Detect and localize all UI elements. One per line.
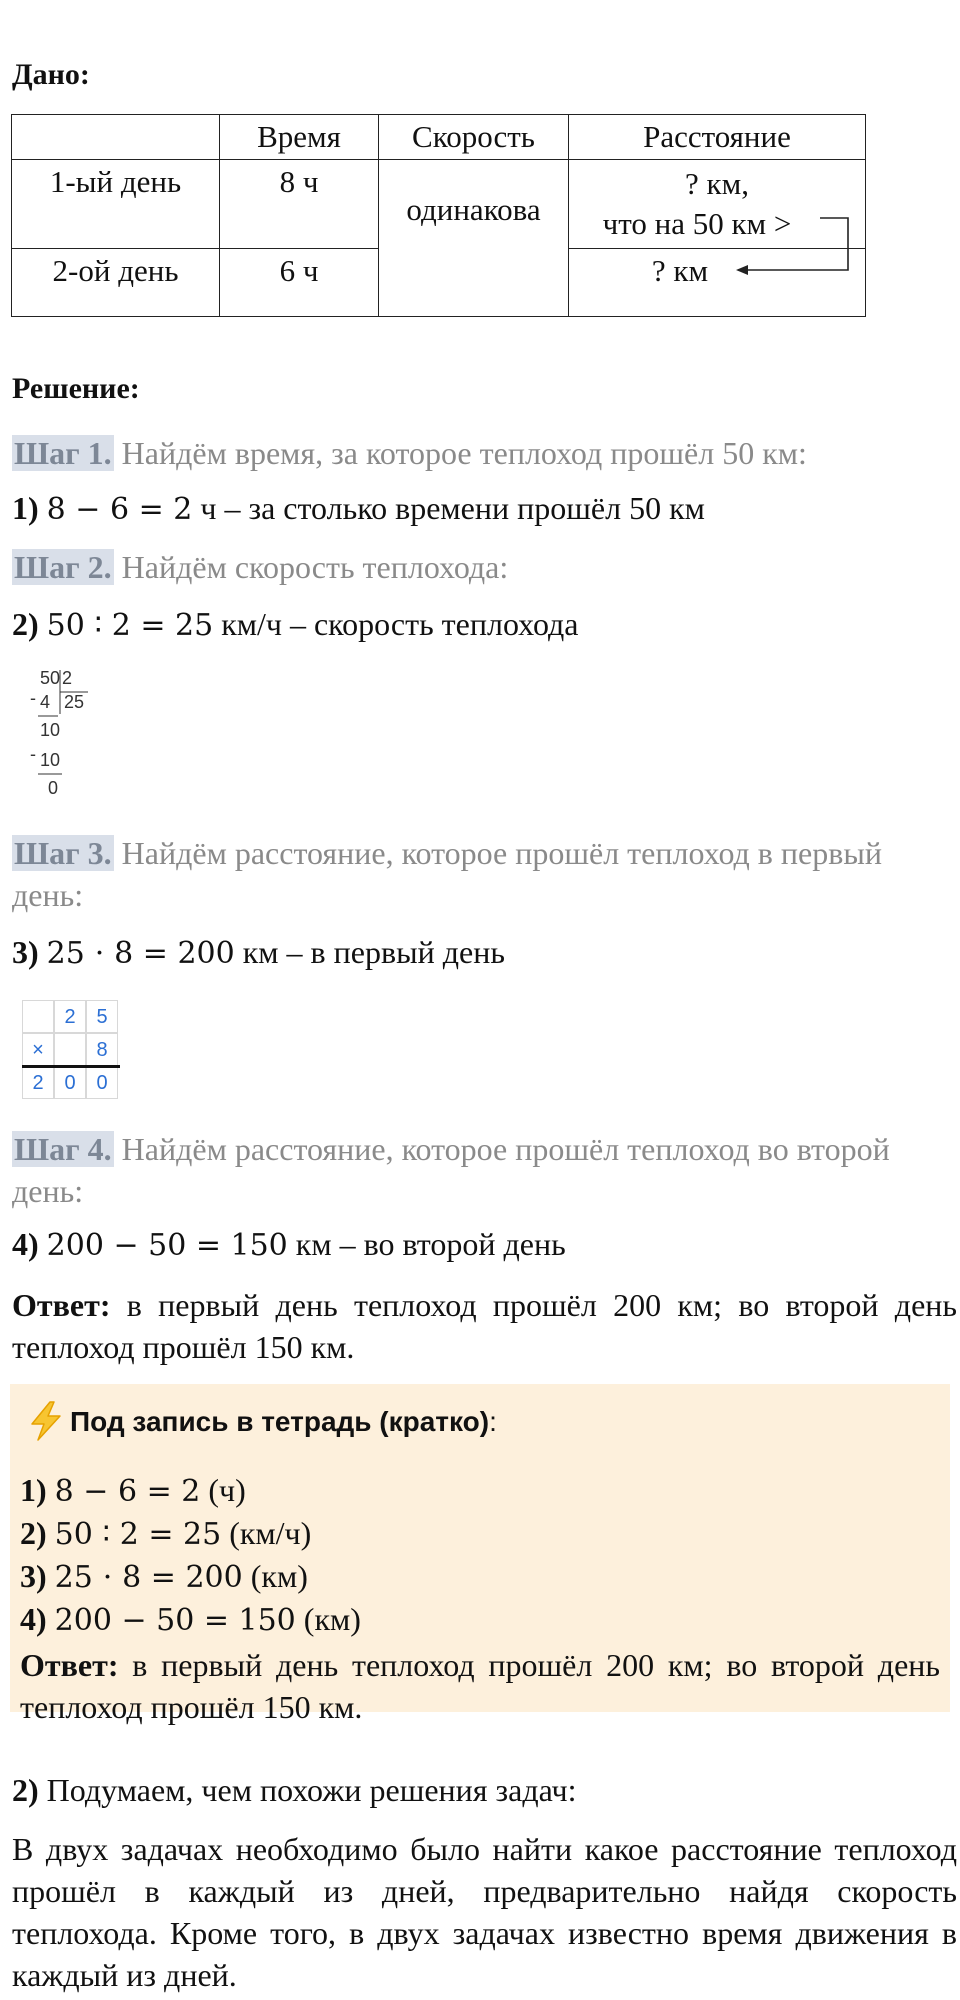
header-distance: Расстояние bbox=[569, 115, 866, 160]
notebook-line-1-unit: (ч) bbox=[200, 1472, 246, 1508]
solution-answer-text: в первый день теплоход прошёл 200 км; во второй день теплоход прошёл 150 км. bbox=[12, 1287, 957, 1365]
action-2-expr: 50 ∶ 2 = 25 bbox=[46, 608, 214, 643]
action-3-rest: км – в первый день bbox=[234, 934, 505, 970]
header-speed: Скорость bbox=[379, 115, 569, 160]
step-4-label: Шаг 4. bbox=[14, 1131, 112, 1167]
notebook-line-2 bbox=[20, 1515, 311, 1552]
row2-distance: ? км bbox=[569, 249, 866, 317]
ldiv-sub1: 4 bbox=[40, 692, 51, 712]
solution-title: Решение: bbox=[12, 372, 140, 405]
step-3 bbox=[12, 832, 957, 916]
row1-distance-line2: что на 50 км > bbox=[602, 206, 792, 241]
ldiv-rem1: 10 bbox=[40, 720, 61, 740]
ldiv-quotient: 25 bbox=[64, 692, 85, 712]
action-4-num: 4) bbox=[12, 1226, 39, 1262]
part2-intro bbox=[12, 1772, 577, 1809]
row1-day: 1-ый день bbox=[12, 160, 220, 249]
action-3 bbox=[12, 934, 505, 971]
action-1-num: 1) bbox=[12, 490, 39, 526]
notebook-line-4-num: 4) bbox=[20, 1601, 47, 1637]
lightning-icon bbox=[26, 1400, 66, 1442]
action-1-rest: ч – за столько времени прошёл 50 км bbox=[192, 490, 705, 526]
row1-distance bbox=[569, 160, 866, 249]
notebook-line-4-expr: 200 − 50 = 150 bbox=[54, 1603, 296, 1638]
header-time: Время bbox=[220, 115, 379, 160]
step-2-text: Найдём скорость теплохода: bbox=[121, 549, 509, 585]
ldiv-lines bbox=[32, 668, 102, 818]
ldiv-dividend: 50 bbox=[40, 668, 61, 688]
step-3-label: Шаг 3. bbox=[14, 835, 112, 871]
header-empty bbox=[12, 115, 220, 160]
mgrid-a-0: 2 bbox=[54, 1000, 86, 1033]
notebook-line-3-num: 3) bbox=[20, 1558, 47, 1594]
mgrid-sign: × bbox=[22, 1033, 54, 1066]
row1-time: 8 ч bbox=[220, 160, 379, 249]
notebook-line-1 bbox=[20, 1472, 246, 1509]
row2-time: 6 ч bbox=[220, 249, 379, 317]
step-1-label: Шаг 1. bbox=[14, 435, 112, 471]
notebook-line-3 bbox=[20, 1558, 308, 1595]
mgrid-result-0: 2 bbox=[22, 1066, 54, 1099]
notebook-answer-text: в первый день теплоход прошёл 200 км; во второй день теплоход прошёл 150 км. bbox=[20, 1647, 940, 1725]
action-4-rest: км – во второй день bbox=[287, 1226, 566, 1262]
notebook-title-colon: : bbox=[489, 1406, 497, 1437]
action-3-expr: 25 ⋅ 8 = 200 bbox=[46, 936, 235, 971]
given-table bbox=[11, 114, 866, 317]
part2-intro-text: Подумаем, чем похожи решения задач: bbox=[38, 1772, 577, 1808]
action-4-expr: 200 − 50 = 150 bbox=[46, 1228, 288, 1263]
action-1-expr: 8 − 6 = 2 bbox=[46, 492, 193, 527]
step-2 bbox=[12, 546, 508, 588]
notebook-box bbox=[10, 1384, 950, 1725]
speed-cell: одинакова bbox=[379, 160, 569, 317]
row1-distance-line1: ? км, bbox=[685, 166, 749, 201]
mgrid-b-0: 8 bbox=[86, 1033, 118, 1066]
notebook-line-2-expr: 50 ∶ 2 = 25 bbox=[54, 1517, 222, 1552]
step-4 bbox=[12, 1128, 957, 1212]
notebook-line-2-num: 2) bbox=[20, 1515, 47, 1551]
mgrid-result-1: 0 bbox=[54, 1066, 86, 1099]
long-division bbox=[32, 668, 102, 818]
action-3-num: 3) bbox=[12, 934, 39, 970]
mgrid-spacer bbox=[22, 1000, 118, 1099]
notebook-answer bbox=[20, 1644, 940, 1728]
action-4 bbox=[12, 1226, 566, 1263]
notebook-line-4 bbox=[20, 1601, 361, 1638]
notebook-title-text: Под запись в тетрадь (кратко) bbox=[70, 1406, 490, 1437]
ldiv-minus-2: - bbox=[30, 744, 36, 764]
ldiv-divisor: 2 bbox=[62, 668, 73, 688]
notebook-line-4-unit: (км) bbox=[295, 1601, 361, 1637]
step-1 bbox=[12, 432, 807, 474]
ldiv-rem2: 0 bbox=[48, 778, 59, 798]
step-2-label: Шаг 2. bbox=[14, 549, 112, 585]
step-3-text: Найдём расстояние, которое прошёл теплоход в первый день: bbox=[12, 835, 882, 913]
notebook-line-1-num: 1) bbox=[20, 1472, 47, 1508]
notebook-title bbox=[70, 1406, 497, 1438]
part2-paragraph: В двух задачах необходимо было найти какое расстояние теплоход прошёл в каждый из дней, предварительно найдя скорость теплохода. Кроме того, в двух задачах известно время движения в каждый из дней. bbox=[12, 1831, 957, 1993]
given-title: Дано: bbox=[12, 58, 90, 91]
action-2-num: 2) bbox=[12, 606, 39, 642]
notebook-line-3-unit: (км) bbox=[242, 1558, 308, 1594]
solution-answer-label: Ответ: bbox=[12, 1287, 111, 1323]
notebook-answer-label: Ответ: bbox=[20, 1647, 119, 1683]
notebook-line-3-expr: 25 ⋅ 8 = 200 bbox=[54, 1560, 243, 1595]
part2-num: 2) bbox=[12, 1772, 39, 1808]
row2-day: 2-ой день bbox=[12, 249, 220, 317]
ldiv-sub2: 10 bbox=[40, 750, 61, 770]
mgrid-a-1: 5 bbox=[86, 1000, 118, 1033]
solution-answer bbox=[12, 1284, 957, 1368]
action-2 bbox=[12, 606, 579, 643]
notebook-line-1-expr: 8 − 6 = 2 bbox=[54, 1474, 201, 1509]
ldiv-minus-1: - bbox=[30, 688, 36, 708]
action-2-rest: км/ч – скорость теплохода bbox=[213, 606, 579, 642]
action-1 bbox=[12, 490, 705, 527]
step-4-text: Найдём расстояние, которое прошёл теплоход во второй день: bbox=[12, 1131, 890, 1209]
mgrid-result-2: 0 bbox=[86, 1066, 118, 1099]
step-1-text: Найдём время, за которое теплоход прошёл 50 км: bbox=[121, 435, 807, 471]
notebook-line-2-unit: (км/ч) bbox=[221, 1515, 312, 1551]
